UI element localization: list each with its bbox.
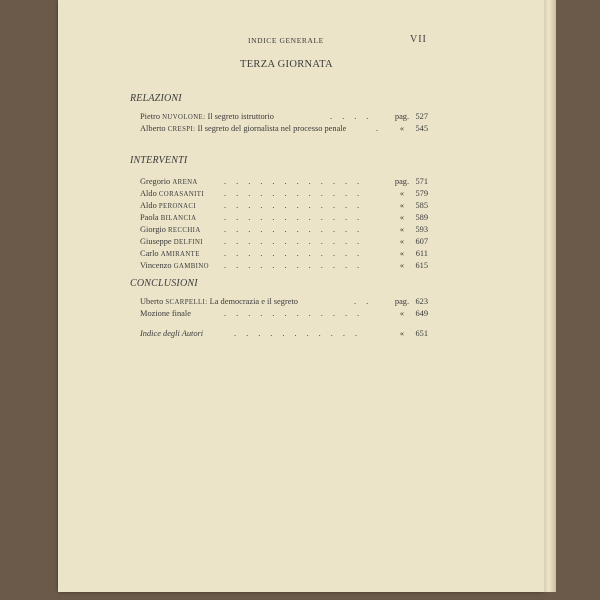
page-edge bbox=[544, 0, 556, 592]
toc-entry[interactable] bbox=[140, 236, 428, 248]
toc-entry[interactable] bbox=[140, 176, 428, 188]
page-marker: « bbox=[399, 249, 405, 258]
page-marker: « bbox=[399, 309, 405, 318]
author-last-name: RECCHIA bbox=[168, 227, 201, 234]
entry-title: La democrazia e il segreto bbox=[209, 297, 298, 306]
dot-leader: ............ bbox=[224, 177, 370, 186]
author-last-name: NUVOLONE: bbox=[162, 114, 206, 121]
entry-page: 623 bbox=[415, 297, 428, 306]
book-page bbox=[58, 0, 544, 592]
dot-leader: ............ bbox=[224, 201, 370, 210]
author-first-name: Pietro bbox=[140, 112, 161, 121]
author-first-name: Uberto bbox=[140, 297, 164, 306]
page-marker: pag. bbox=[394, 112, 410, 121]
author-last-name: PERONACI bbox=[158, 203, 197, 210]
page-marker: « bbox=[399, 213, 405, 222]
page-marker: « bbox=[399, 225, 405, 234]
page-marker: « bbox=[399, 201, 405, 210]
toc-entry[interactable] bbox=[140, 188, 428, 200]
dot-leader: .... bbox=[330, 112, 379, 121]
author-last-name: CORASANITI bbox=[158, 191, 205, 198]
dot-leader: . bbox=[376, 124, 389, 133]
author-last-name: AMIRANTE bbox=[160, 251, 200, 258]
entry-page: 611 bbox=[415, 249, 428, 258]
author-first-name: Vincenzo bbox=[140, 261, 172, 270]
entry-title: Mozione finale bbox=[140, 309, 191, 318]
toc-entry[interactable] bbox=[140, 212, 428, 224]
author-last-name: SCARPELLI: bbox=[165, 299, 208, 306]
author-first-name: Gregorio bbox=[140, 177, 171, 186]
author-last-name: CRESPI: bbox=[167, 126, 196, 133]
page-marker: pag. bbox=[394, 177, 410, 186]
entry-page: 585 bbox=[415, 201, 428, 210]
entry-page: 545 bbox=[415, 124, 428, 133]
page-marker: « bbox=[399, 237, 405, 246]
entry-page: 615 bbox=[415, 261, 428, 270]
dot-leader: ............ bbox=[224, 309, 370, 318]
toc-entry[interactable] bbox=[140, 111, 428, 123]
author-first-name: Giuseppe bbox=[140, 237, 172, 246]
page-marker: « bbox=[399, 124, 405, 133]
author-first-name: Carlo bbox=[140, 249, 159, 258]
heading-interventi: INTERVENTI bbox=[130, 155, 188, 166]
entry-title: Il segreto istruttorio bbox=[207, 112, 274, 121]
toc-entry[interactable] bbox=[140, 224, 428, 236]
page-marker: « bbox=[399, 189, 405, 198]
toc-entry-indice-autori[interactable] bbox=[140, 328, 428, 340]
author-first-name: Paola bbox=[140, 213, 159, 222]
entry-page: 651 bbox=[415, 329, 428, 338]
dot-leader: ............ bbox=[224, 189, 370, 198]
page-marker: pag. bbox=[394, 297, 410, 306]
entry-title: Il segreto del giornalista nel processo penale bbox=[197, 124, 347, 133]
section-title: TERZA GIORNATA bbox=[240, 59, 333, 70]
author-last-name: GAMBINO bbox=[173, 263, 209, 270]
toc-entry[interactable] bbox=[140, 200, 428, 212]
dot-leader: ............ bbox=[224, 237, 370, 246]
page-number: VII bbox=[410, 34, 427, 45]
author-last-name: DELFINI bbox=[173, 239, 203, 246]
page-marker: « bbox=[399, 329, 405, 338]
entry-page: 593 bbox=[415, 225, 428, 234]
entry-page: 579 bbox=[415, 189, 428, 198]
author-first-name: Giorgio bbox=[140, 225, 166, 234]
entry-page: 607 bbox=[415, 237, 428, 246]
heading-relazioni: RELAZIONI bbox=[130, 93, 182, 104]
dot-leader: ............ bbox=[224, 261, 370, 270]
author-first-name: Alberto bbox=[140, 124, 166, 133]
dot-leader: ........... bbox=[234, 329, 368, 338]
dot-leader: .. bbox=[354, 297, 379, 306]
author-last-name: BILANCIA bbox=[160, 215, 197, 222]
author-last-name: ARENA bbox=[172, 179, 198, 186]
toc-entry[interactable] bbox=[140, 260, 428, 272]
toc-entry[interactable] bbox=[140, 248, 428, 260]
entry-page: 649 bbox=[415, 309, 428, 318]
toc-entry[interactable] bbox=[140, 308, 428, 320]
dot-leader: ............ bbox=[224, 249, 370, 258]
toc-entry[interactable] bbox=[140, 123, 428, 135]
dot-leader: ............ bbox=[224, 213, 370, 222]
heading-conclusioni: CONCLUSIONI bbox=[130, 278, 198, 289]
author-first-name: Aldo bbox=[140, 201, 157, 210]
page-marker: « bbox=[399, 261, 405, 270]
author-first-name: Aldo bbox=[140, 189, 157, 198]
entry-title: Indice degli Autori bbox=[140, 329, 204, 338]
toc-entry[interactable] bbox=[140, 296, 428, 308]
dot-leader: ............ bbox=[224, 225, 370, 234]
entry-page: 571 bbox=[415, 177, 428, 186]
running-title: INDICE GENERALE bbox=[248, 36, 324, 45]
entry-page: 589 bbox=[415, 213, 428, 222]
entry-page: 527 bbox=[415, 112, 428, 121]
